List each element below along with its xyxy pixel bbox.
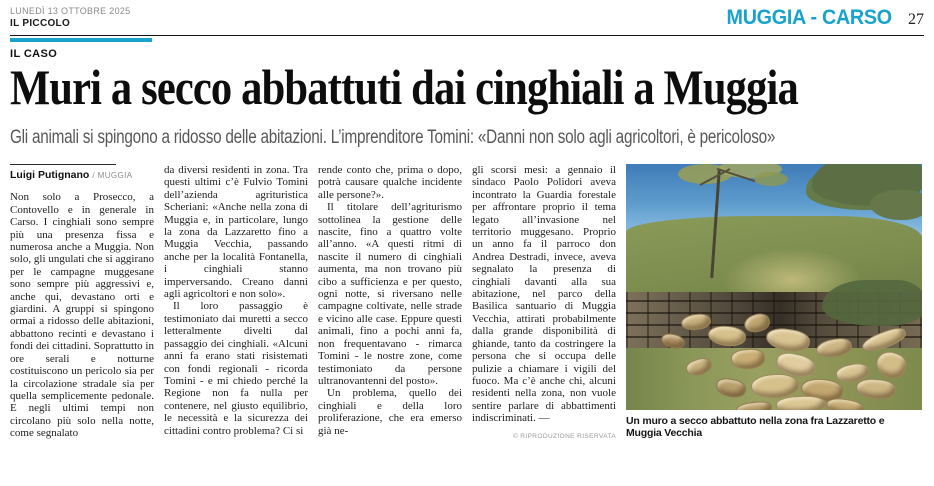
photo-caption: Un muro a secco abbattuto nella zona fra Lazzaretto e Muggia Vecchia (626, 415, 885, 439)
byline (10, 164, 154, 182)
paragraph: Il titolare dell’agriturismo sottolinea la gestione delle nascite, fino a quattro volte all’anno. «A questi ritmi di nascite il numero di cinghiali aumenta, ma non trovano più cibo a sufficienza e per questo, ogni notte, si riversano nelle campagne coltivate, nelle strade e vicino alle case. Eppure questi animali, fino a pochi anni fa, non frequentavano - rimarca Tomini - le nostre zone, come testimoniato da persone ultranovantenni del posto». (318, 201, 462, 387)
article-headline: Muri a secco abbattuti dai cinghiali a Muggia (10, 59, 798, 115)
text-column-3 (318, 164, 462, 454)
article-body (10, 164, 924, 454)
headline-wrap (10, 61, 924, 117)
article-photo (626, 164, 922, 410)
photo-tree-canopy (754, 172, 788, 186)
masthead-rule (10, 35, 924, 36)
paragraph: Il loro passaggio è testimoniato dai muretti a secco letteralmente divelti dal passaggio dei cinghiali. «Alcuni anni fa erano stati risistemati con fondi regionali - ricorda Tomini - e mi chiedo perché la Regione non fa nulla per contenere, nel giusto equilibrio, le necessità e la sicurezza dei cittadini contro problema? Ci si (164, 300, 308, 437)
byline-location: / MUGGIA (92, 171, 133, 180)
photo-column (626, 164, 922, 454)
subheadline-wrap (10, 127, 924, 151)
article-kicker: IL CASO (10, 48, 58, 60)
newspaper-name: IL PICCOLO (10, 18, 71, 29)
masthead-right (716, 6, 924, 30)
photo-bush (822, 280, 922, 326)
kicker-accent-bar (10, 38, 152, 42)
article-subheadline: Gli animali si spingono a ridosso delle abitazioni. L’imprenditore Tomini: «Danni non solo agli agricoltori, è pericoloso» (10, 127, 776, 148)
byline-author: Luigi Putignano (10, 169, 90, 181)
section-title: MUGGIA - CARSO (726, 6, 892, 29)
paragraph: rende conto che, prima o dopo, potrà causare qualche incidente alle persone?». (318, 164, 462, 201)
page-number: 27 (908, 11, 924, 28)
copyright-notice: © RIPRODUZIONE RISERVATA (512, 432, 616, 440)
issue-date: LUNEDÌ 13 OTTOBRE 2025 (10, 6, 131, 16)
paragraph: Un problema, quello dei cinghiali e della loro proliferazione, che era emerso già ne- (318, 387, 462, 437)
text-column-1 (10, 164, 154, 454)
masthead-left (10, 6, 130, 29)
paragraph: da diversi residenti in zona. Tra questi ultimi c’è Fulvio Tomini dell’azienda agrituristica Scheriani: «Anche nella zona di Muggia e, in particolare, lungo la zona da Lazzaretto fino a Muggia Vecchia, passando anche per la località Fontanella, i cinghiali stanno imperversando. Creano danni agli agricoltori e non solo». (164, 164, 308, 301)
paragraph: Non solo a Prosecco, a Contovello e in generale in Carso. I cinghiali sono sempre più una presenza fissa e numerosa anche a Muggia. Non solo, gli ungulati che si aggirano per le campagne muggesane sono sempre più aggressivi e, anche qui, devastano orti e giardini. A gruppi si spingono ormai a ridosso delle abitazioni, abbattono recinti e devastano i fondi dei cittadini. Soprattutto in ore serali e notturne costituiscono un pericolo sia per la circolazione stradale sia per quella semplicemente pedonale. E negli ultimi tempi non circolano più solo nella notte, come segnalato (10, 191, 154, 440)
text-column-4 (472, 164, 616, 454)
text-column-2 (164, 164, 308, 454)
paragraph: gli scorsi mesi: a gennaio il sindaco Paolo Polidori aveva incontrato la Guardia forestale per affrontare proprio il tema legato all’invasione nel territorio muggesano. Proprio un anno fa il parroco don Andrea Destradi, invece, aveva segnalato la presenza di cinghiali davanti alla sua abitazione, nel parco della Basilica santuario di Muggia Vecchia, attirati probabilmente dalla grande disponibilità di ghiande, tanto da costringere la persona che si occupa delle pulizie a chiamare i vigili del fuoco. Ma c’è anche chi, alcuni residenti nella zona, non vuole sentire parlare di abbattimenti indiscriminati. — (472, 164, 616, 425)
masthead (10, 6, 924, 30)
